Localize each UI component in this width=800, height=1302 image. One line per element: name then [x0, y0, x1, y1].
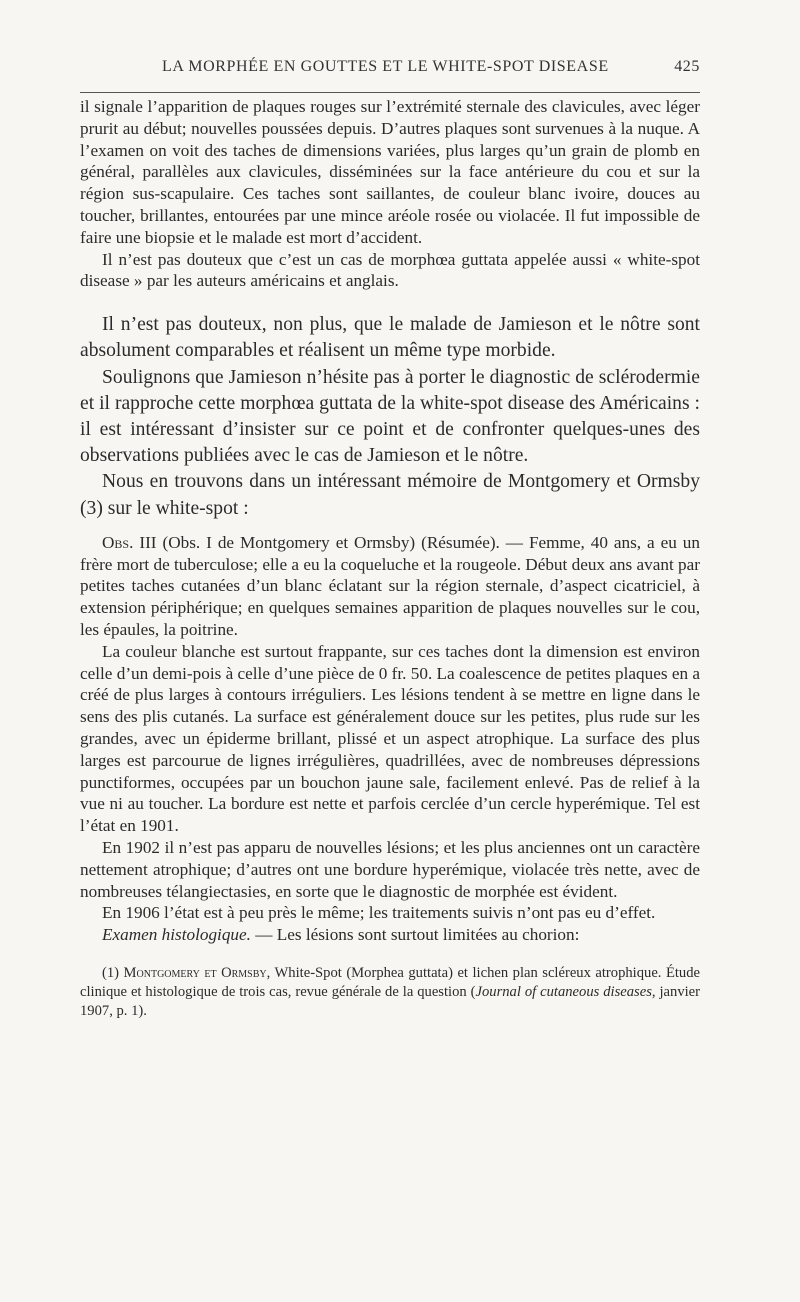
obs-label: Obs.	[102, 532, 134, 552]
paragraph: Il n’est pas douteux, non plus, que le malade de Jamieson et le nôtre sont absolument comparables et réalisent un même type morbide.	[80, 314, 700, 362]
histology-label: Examen histologique.	[102, 925, 251, 945]
histology-paragraph	[80, 924, 700, 946]
small-print-quote	[80, 96, 700, 292]
histology-text: — Les lésions sont surtout limitées au chorion:	[250, 925, 580, 945]
footnote-text	[80, 964, 700, 1021]
header-rule	[80, 92, 700, 93]
paragraph: En 1906 l’état est à peu près le même; les traitements suivis n’ont pas eu d’effet.	[102, 903, 656, 923]
observation-heading-paragraph	[80, 532, 700, 641]
paragraph: En 1902 il n’est pas apparu de nouvelles lésions; et les plus anciennes ont un caractère nettement atrophique; d’autres ont une bordure hyperémique, violacée très nette, avec de nombreuses télangiectasies, en sorte que le diagnostic de morphée est évident.	[80, 837, 700, 901]
footnote-marker: (1)	[102, 964, 120, 981]
footnote-body-a: White-Spot (Morphea guttata) et lichen plan scléreux atrophique. Étude clinique et histologique de trois cas, revue générale de la question (	[80, 964, 700, 1000]
running-header	[80, 52, 700, 80]
footnote	[80, 964, 700, 1021]
main-text	[80, 312, 700, 522]
paragraph: Nous en trouvons dans un intéressant mémoire de Montgomery et Ormsby (3) sur le white-spot :	[80, 471, 700, 519]
page-body	[80, 96, 700, 1021]
page-header-area	[80, 52, 700, 80]
observation-block	[80, 532, 700, 946]
paragraph: Il n’est pas douteux que c’est un cas de morphœa guttata appelée aussi « white-spot disease » par les auteurs américains et anglais.	[80, 249, 700, 291]
footnote-journal: Journal of cutaneous diseases,	[475, 983, 656, 1000]
running-title: LA MORPHÉE EN GOUTTES ET LE WHITE-SPOT DISEASE	[162, 58, 609, 75]
footnote-body-b: janvier 1907, p. 1).	[80, 983, 701, 1019]
paragraph: il signale l’apparition de plaques rouges sur l’extrémité sternale des clavicules, avec léger prurit au début; nouvelles poussées depuis. D’autres plaques sont survenues à la nuque. A l’examen on voit des taches de dimensions variées, plus larges qu’un grain de plomb en général, parallèles aux clavicules, disséminées sur la face antérieure du cou et sur la région sus-scapulaire. Ces taches sont saillantes, de couleur blanc ivoire, douces au toucher, brillantes, entourées par une mince aréole rosée ou violacée. Il fut impossible de faire une biopsie et le malade est mort d’accident.	[80, 97, 700, 247]
paragraph: Soulignons que Jamieson n’hésite pas à porter le diagnostic de sclérodermie et il rapproche cette morphœa guttata de la white-spot disease des Américains : il est intéressant d’insister sur ce point et de confronter quelques-unes des observations publiées avec le cas de Jamieson et le nôtre.	[80, 366, 700, 467]
paragraph: La couleur blanche est surtout frappante, sur ces taches dont la dimension est environ celle d’un demi-pois à celle d’une pièce de 0 fr. 50. La coalescence de petites plaques en a créé de plus larges à contours irréguliers. Les lésions tendent à se mettre en ligne dans le sens des plis cutanés. La surface est généralement douce sur les petites, plus rude sur les grandes, avec un épiderme brillant, plissé et un aspect atrophique. La surface des plus larges est parcourue de lignes irrégulières, quadrillées, avec de nombreuses dépressions punctiformes, occupées par un bouchon jaune sale, facilement enlevé. Pas de relief à la vue ni au toucher. La bordure est nette et parfois cerclée d’un cercle hyperémique. Tel est l’état en 1901.	[80, 641, 700, 836]
obs-text: III (Obs. I de Montgomery et Ormsby) (Résumée). — Femme, 40 ans, a eu un frère mort de tuberculose; elle a eu la coqueluche et la rougeole. Début deux ans avant par petites taches cutanées d’un blanc éclatant sur la région sternale, d’aspect cicatriciel, à extension périphérique; en quelques semaines apparition de plaques nouvelles sur le cou, les épaules, la poitrine.	[80, 532, 700, 639]
page-number: 425	[674, 58, 700, 75]
footnote-authors: Montgomery et Ormsby,	[123, 964, 271, 981]
